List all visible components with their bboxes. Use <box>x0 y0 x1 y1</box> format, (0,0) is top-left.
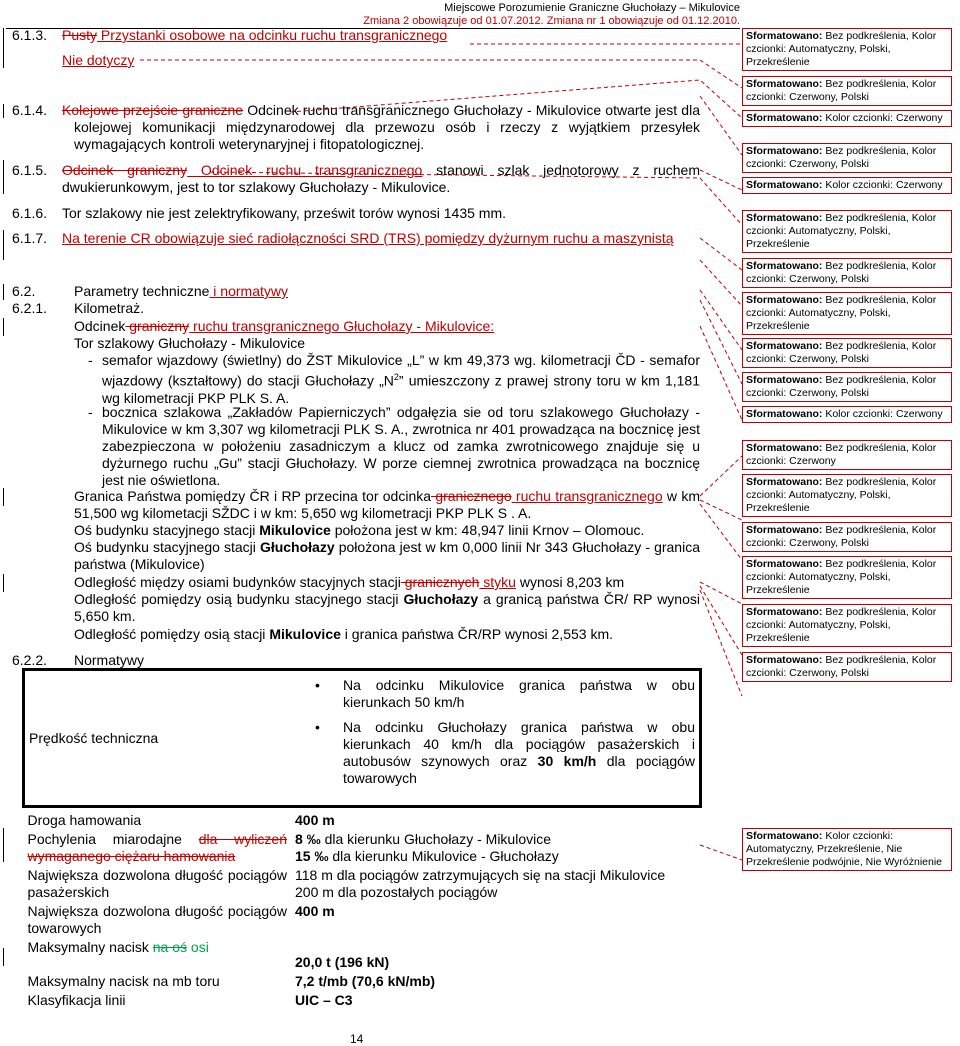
paragraph-text: dla kierunku Głuchołazy - Mikulovice <box>320 831 552 847</box>
leader-line <box>210 172 742 225</box>
format-comment[interactable] <box>742 522 952 552</box>
paragraph-text: w km 51,500 wg kilometacji SŽDC i w km: 5,650 wg kilometracji PKP PLK S . A. <box>74 488 700 521</box>
paragraph-text: położona jest w km: 48,947 linii Krnov – Olomouc. <box>330 522 645 538</box>
section-number: 6.1.4. <box>12 102 48 118</box>
superscript: 2 <box>393 372 399 382</box>
section-6-1-6: Tor szlakowy nie jest zelektryfikowany, prześwit torów wynosi 1435 mm. <box>62 205 507 221</box>
inserted-text: i normatywy <box>209 283 288 299</box>
inserted-text: Nie dotyczy <box>62 52 135 68</box>
deleted-text: Pusty <box>62 27 98 43</box>
comment-label: Sformatowano: <box>746 476 823 488</box>
comment-label: Sformatowano: <box>746 78 823 90</box>
paragraph-text: Odcinek <box>74 318 126 334</box>
paragraph-text: 200 m dla pozostałych pociągów <box>295 884 498 900</box>
paragraph-text: położona jest w km 0,000 linii Nr 343 Głuchołazy - granica państwa (Mikulovice) <box>74 539 700 572</box>
comment-text: Bez podkreślenia, Kolor czcionki: Czerwony, Polski <box>746 524 937 549</box>
comment-text: Kolor czcionki: Automatyczny, Przekreślenie, Nie Przekreślenie podwójnie, Nie Wyróżnienie <box>746 830 942 868</box>
deleted-text: graniczny <box>125 318 190 334</box>
section-number: 6.1.7. <box>12 230 48 246</box>
bold-text: 15 ‰ <box>295 848 329 864</box>
cell-label: Droga hamowania <box>27 812 142 828</box>
format-comment[interactable] <box>742 210 952 253</box>
leader-line <box>700 238 742 270</box>
paragraph-text: stanowi szlak jednotorowy z ruchem dwukierunkowym, jest to tor szlakowy Głuchołazy - Mikulovice. <box>62 162 700 195</box>
comment-label: Sformatowano: <box>746 374 823 386</box>
cell-label: Maksymalny nacisk na mb toru <box>27 973 220 989</box>
format-comment[interactable] <box>742 406 952 423</box>
leader-line <box>700 582 742 604</box>
comment-label: Sformatowano: <box>746 30 823 42</box>
inserted-text: styku <box>479 574 516 590</box>
cell-value: 400 m <box>295 812 335 828</box>
comment-label: Sformatowano: <box>746 260 823 272</box>
leader-line <box>290 80 742 118</box>
paragraph-text: Oś budynku stacyjnego stacji <box>74 522 260 538</box>
bold-text: 8 ‰ <box>295 831 321 847</box>
paragraph-text: dla kierunku Mikulovice - Głuchołazy <box>328 848 559 864</box>
dash-marker: - <box>88 352 93 368</box>
inserted-text: ruchu transgranicznego <box>511 488 663 504</box>
comment-text: Kolor czcionki: Czerwony <box>822 408 943 420</box>
deleted-text: granicznego <box>431 488 512 504</box>
comment-text: Bez podkreślenia, Kolor czcionki: Czerwony <box>746 442 937 467</box>
bold-text: Mikulovice <box>259 522 331 538</box>
paragraph-text: Odcinek ruchu transgranicznego Głuchołazy - Mikulovice otwarte jest dla kolejowej komunikacji międzynarodowej dla przewozu osób i rzeczy z wyjątkiem przesyłek wymagających kontroli weterynaryjnej i fitopatologicznej. <box>74 102 700 152</box>
comment-text: Bez podkreślenia, Kolor czcionki: Automatyczny, Polski, Przekreślenie <box>746 476 937 514</box>
paragraph-text: Granica Państwa pomiędzy ČR i RP przecina tor odcinka <box>74 488 432 504</box>
cell-label: Największa dozwolona długość pociągów towarowych <box>27 903 287 936</box>
section-number: 6.1.3. <box>12 27 48 43</box>
format-comment[interactable] <box>742 556 952 599</box>
leader-line <box>700 170 742 190</box>
comment-label: Sformatowano: <box>746 442 823 454</box>
format-comment[interactable] <box>742 76 952 106</box>
comment-text: Bez podkreślenia, Kolor czcionki: Czerwony, Polski <box>746 260 937 285</box>
format-comment[interactable] <box>742 440 952 470</box>
comment-label: Sformatowano: <box>746 830 823 842</box>
format-comment[interactable] <box>742 652 952 682</box>
comment-label: Sformatowano: <box>746 179 823 191</box>
comment-label: Sformatowano: <box>746 524 823 536</box>
format-comment[interactable] <box>742 292 952 335</box>
inserted-text: Odcinek ruchu transgranicznego <box>187 162 423 178</box>
bold-text: Głuchołazy <box>403 591 479 607</box>
paragraph-text: bocznica szlakowa „Zakładów Papierniczych” odgałęzia sie od toru szlakowego Głuchołazy - Mikulovice w km 3,307 wg kilometracji PLK S. A., zwrotnica nr 401 prowadząca na bocznicę jest zabezpieczona w położeniu zasadniczym a klucz od zamka zwrotnicowego znajduje się u dyżurnego ruchu „Gu” stacji Głuchołazy. W porze ciemnej zwrotnica prowadząca na bocznicę jest nie oświetlona. <box>102 404 700 488</box>
page-number: 14 <box>350 1032 364 1046</box>
comment-text: Bez podkreślenia, Kolor czcionki: Czerwony, Polski <box>746 340 937 365</box>
format-comment[interactable] <box>742 28 952 71</box>
header-subtitle: Zmiana 2 obowiązuje od 01.07.2012. Zmiana nr 1 obowiązuje od 01.12.2010. <box>363 15 740 27</box>
paragraph-text: Oś budynku stacyjnego stacji <box>74 539 260 555</box>
inserted-text: Przystanki osobowe na odcinku ruchu transgranicznego <box>97 27 448 43</box>
inserted-text: osi <box>187 939 209 955</box>
leader-line <box>700 326 742 420</box>
bold-text: Mikulovice <box>269 626 341 642</box>
paragraph-text: wynosi 8,203 km <box>515 574 625 590</box>
format-comment[interactable] <box>742 372 952 402</box>
comment-text: Bez podkreślenia, Kolor czcionki: Automatyczny, Polski, Przekreślenie <box>746 294 937 332</box>
comment-text: Bez podkreślenia, Kolor czcionki: Automatyczny, Polski, Przekreślenie <box>746 558 937 596</box>
list-item: • Na odcinku Mikulovice granica państwa w obu kierunkach 50 km/h <box>295 677 695 711</box>
deleted-text: dla wyliczeń wymaganego ciężaru hamowania <box>27 831 287 864</box>
leader-line <box>700 504 742 560</box>
bold-text: 30 km/h <box>537 753 597 769</box>
paragraph-text: Odległość pomiędzy osią budynku stacyjnego stacji <box>74 591 404 607</box>
paragraph-text: Maksymalny nacisk <box>27 939 153 955</box>
section-number: 6.2. <box>12 283 36 299</box>
cell-label: Klasyfikacja linii <box>27 992 126 1008</box>
deleted-text: Kolejowe przejście graniczne <box>62 102 244 118</box>
comment-text: Bez podkreślenia, Kolor czcionki: Automatyczny, Polski, Przekreślenie <box>746 606 937 644</box>
paragraph-text: 118 m dla pociągów zatrzymujących się na stacji Mikulovice <box>295 867 666 883</box>
comment-label: Sformatowano: <box>746 294 823 306</box>
comment-text: Bez podkreślenia, Kolor czcionki: Automatyczny, Polski, Przekreślenie <box>746 30 937 68</box>
section-number: 6.2.2. <box>12 652 48 668</box>
paragraph-text: ” umieszczony z prawej strony toru w km 1,181 wg kilometracji PKP PLK S. A. <box>102 372 700 406</box>
speed-label: Prędkość techniczna <box>29 729 159 746</box>
paragraph-text: semafor wjazdowy (świetlny) do ŽST Mikulovice „L” w km 49,373 wg. kilometracji ČD - semafor wjazdowy (kształtowy) do stacji Głuchołazy „N <box>102 352 700 389</box>
paragraph-text: Odległość między osiami budynków stacyjnych stacji <box>74 574 401 590</box>
deleted-text: na oś <box>152 939 188 955</box>
format-comment[interactable] <box>742 828 952 871</box>
format-comment[interactable] <box>742 604 952 647</box>
comment-label: Sformatowano: <box>746 145 823 157</box>
section-number: 6.2.1. <box>12 300 48 316</box>
cell-value: 400 m <box>295 903 335 919</box>
inserted-text: Na terenie CR obowiązuje sieć radiołączności SRD (TRS) pomiędzy dyżurnym ruchu a maszynistą <box>62 230 674 246</box>
comments-margin <box>740 0 960 1045</box>
paragraph-text: Pochylenia miarodajne <box>27 831 199 847</box>
cell-value: 20,0 t (196 kN) <box>295 954 390 970</box>
leader-line <box>700 300 742 384</box>
comment-label: Sformatowano: <box>746 558 823 570</box>
format-comment[interactable] <box>742 474 952 517</box>
section-title: Parametry techniczne <box>74 283 210 299</box>
section-6-2-1-line2: Tor szlakowy Głuchołazy - Mikulovice <box>74 335 306 351</box>
inserted-text: ruchu transgranicznego Głuchołazy - Mikulovice: <box>189 318 495 334</box>
deleted-text: granicznych <box>400 574 480 590</box>
comment-text: Bez podkreślenia, Kolor czcionki: Automatyczny, Polski, Przekreślenie <box>746 212 937 250</box>
comment-text: Bez podkreślenia, Kolor czcionki: Czerwony, Polski <box>746 78 937 103</box>
paragraph-text: Odległość pomiędzy osią stacji <box>74 626 270 642</box>
comment-text: Bez podkreślenia, Kolor czcionki: Czerwony, Polski <box>746 374 937 399</box>
cell-value: 7,2 t/mb (70,6 kN/mb) <box>295 973 436 989</box>
comment-label: Sformatowano: <box>746 408 823 420</box>
leader-line <box>700 845 742 860</box>
paragraph-text: dla pociągów towarowych <box>343 753 696 786</box>
section-number: 6.1.5. <box>12 162 48 178</box>
comment-label: Sformatowano: <box>746 340 823 352</box>
leader-line <box>700 456 742 496</box>
leader-line <box>700 586 742 655</box>
comment-label: Sformatowano: <box>746 212 823 224</box>
cell-value: UIC – C3 <box>295 992 353 1008</box>
paragraph-text: i granica państwa ČR/RP wynosi 2,553 km. <box>340 626 613 642</box>
format-comment[interactable] <box>742 338 952 368</box>
dash-marker: - <box>88 404 93 420</box>
format-comment[interactable] <box>742 258 952 288</box>
comment-text: Bez podkreślenia, Kolor czcionki: Czerwony, Polski <box>746 654 937 679</box>
comment-label: Sformatowano: <box>746 606 823 618</box>
comment-text: Kolor czcionki: Czerwony <box>822 112 943 124</box>
leader-line <box>700 500 742 520</box>
comment-text: Bez podkreślenia, Kolor czcionki: Czerwony, Polski <box>746 145 937 170</box>
section-number: 6.1.6. <box>12 205 48 221</box>
bold-text: Głuchołazy <box>259 539 335 555</box>
comment-label: Sformatowano: <box>746 112 823 124</box>
format-comment[interactable] <box>742 177 952 194</box>
format-comment[interactable] <box>742 110 952 127</box>
header-title: Miejscowe Porozumienie Graniczne Głuchołazy – Mikulovice <box>444 2 740 14</box>
deleted-text: Odcinek graniczny <box>62 162 188 178</box>
paragraph-text: a granicą państwa ČR/ RP wynosi 5,650 km. <box>74 591 700 624</box>
comment-text: Kolor czcionki: Czerwony <box>822 179 943 191</box>
leader-line <box>140 60 742 88</box>
leader-line <box>700 260 742 306</box>
format-comment[interactable] <box>742 143 952 173</box>
leader-line <box>700 590 742 696</box>
leader-group <box>140 44 742 860</box>
section-6-2-1-title: Kilometraż. <box>74 300 145 316</box>
leader-line <box>700 96 742 155</box>
paragraph-text: Na odcinku Głuchołazy granica państwa w obu kierunkach 40 km/h dla pociągów pasażerskich i autobusów szynowych oraz <box>343 719 695 769</box>
comment-label: Sformatowano: <box>746 654 823 666</box>
section-6-2-2-title: Normatywy <box>74 652 145 668</box>
cell-label: Największa dozwolona długość pociągów pasażerskich <box>27 867 287 900</box>
